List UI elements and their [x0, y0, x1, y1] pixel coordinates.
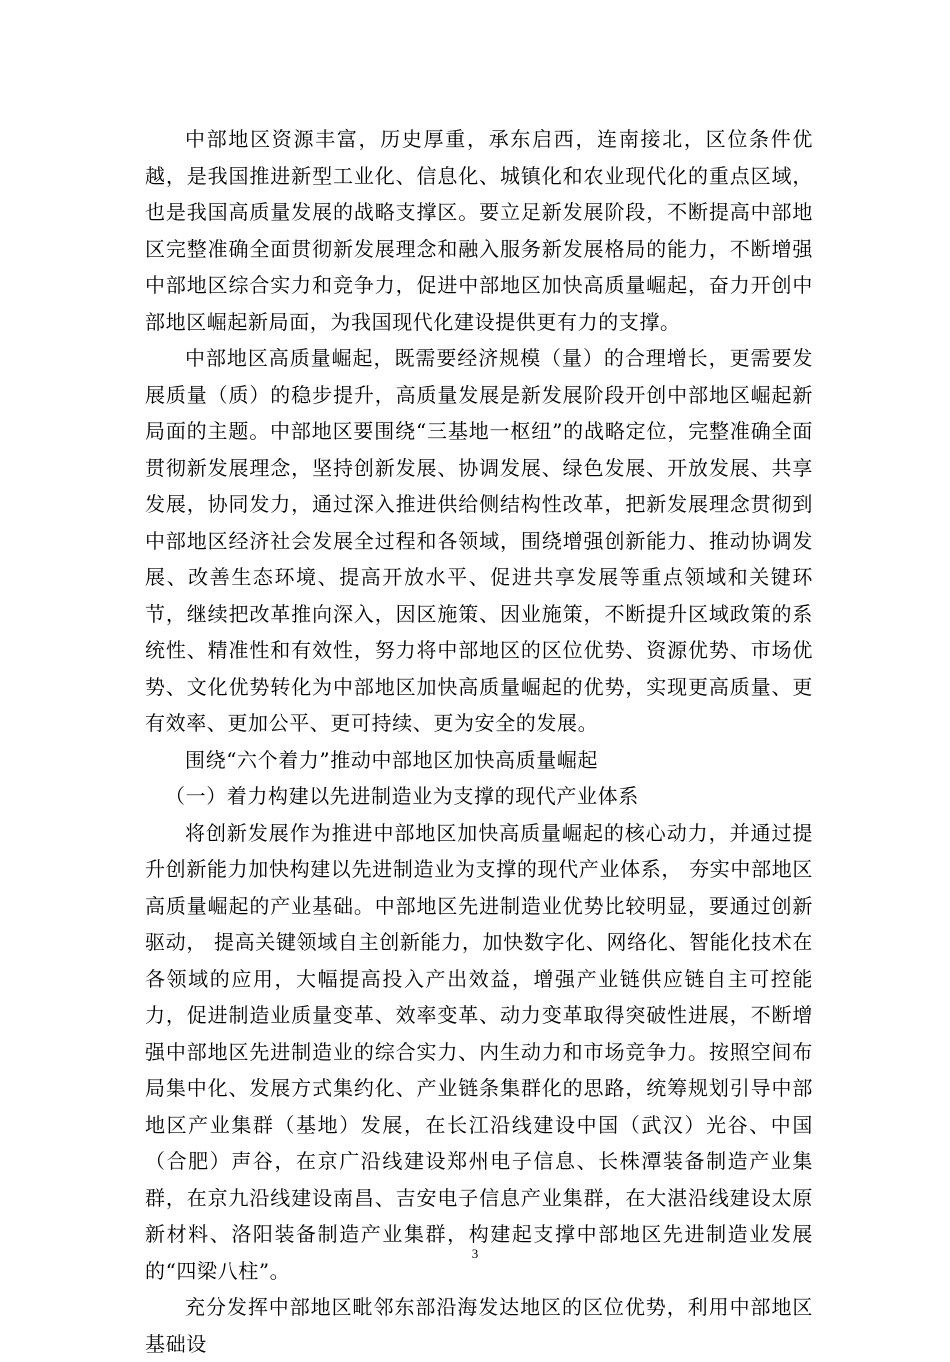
- paragraph-high-quality-rise: 中部地区高质量崛起，既需要经济规模（量）的合理增长，更需要发展质量（质）的稳步提升，高质量发展是新发展阶段开创中部地区崛起新局面的主题。中部地区要围绕“三基地一枢纽”的战略定位，完整准确全面贯彻新发展理念，坚持创新发展、协调发展、绿色发展、开放发展、共享发展，协同发力，通过深入推进供给侧结构性改革，把新发展理念贯彻到中部地区经济社会发展全过程和各领域，围绕增强创新能力、推动协调发展、改善生态环境、提高开放水平、促进共享发展等重点领域和关键环节，继续把改革推向深入，因区施策、因业施策，不断提升区域政策的系统性、精准性和有效性，努力将中部地区的区位优势、资源优势、市场优势、文化优势转化为中部地区加快高质量崛起的优势，实现更高质量、更有效率、更加公平、更可持续、更为安全的发展。: [145, 346, 813, 735]
- paragraph-manufacturing: 将创新发展作为推进中部地区加快高质量崛起的核心动力，并通过提升创新能力加快构建以先进制造业为支撑的现代产业体系， 夯实中部地区高质量崛起的产业基础。中部地区先进制造业优势比较明显，要通过创新驱动， 提高关键领域自主创新能力，加快数字化、网络化、智能化技术在各领域的应用，大幅提高投入产出效益，增强产业链供应链自主可控能力，促进制造业质量变革、效率变革、动力变革取得突破性进展，不断增强中部地区先进制造业的综合实力、内生动力和市场竞争力。按照空间布局集中化、发展方式集约化、产业链条集群化的思路，统筹规划引导中部地区产业集群（基地）发展，在长江沿线建设中国（武汉）光谷、中国（合肥）声谷，在京广沿线建设郑州电子信息、长株潭装备制造产业集群，在京九沿线建设南昌、吉安电子信息产业集群，在大湛沿线建设太原新材料、洛阳装备制造产业集群，构建起支撑中部地区先进制造业发展的“四梁八柱”。: [145, 820, 813, 1283]
- page-number: 3: [471, 1246, 479, 1261]
- subsection-heading: （一）着力构建以先进制造业为支撑的现代产业体系: [165, 784, 639, 808]
- paragraph-location-advantage: 充分发挥中部地区毗邻东部沿海发达地区的区位优势，利用中部地区基础设: [145, 1295, 813, 1356]
- paragraph-intro: 中部地区资源丰富，历史厚重，承东启西，连南接北，区位条件优越，是我国推进新型工业化、信息化、城镇化和农业现代化的重点区域，也是我国高质量发展的战略支撑区。要立足新发展阶段，不断提高中部地区完整准确全面贯彻新发展理念和融入服务新发展格局的能力，不断增强中部地区综合实力和竞争力，促进中部地区加快高质量崛起，奋力开创中部地区崛起新局面，为我国现代化建设提供更有力的支撑。: [145, 127, 813, 334]
- document-body: [145, 121, 813, 1362]
- section-heading: 围绕“六个着力”推动中部地区加快高质量崛起: [185, 747, 599, 772]
